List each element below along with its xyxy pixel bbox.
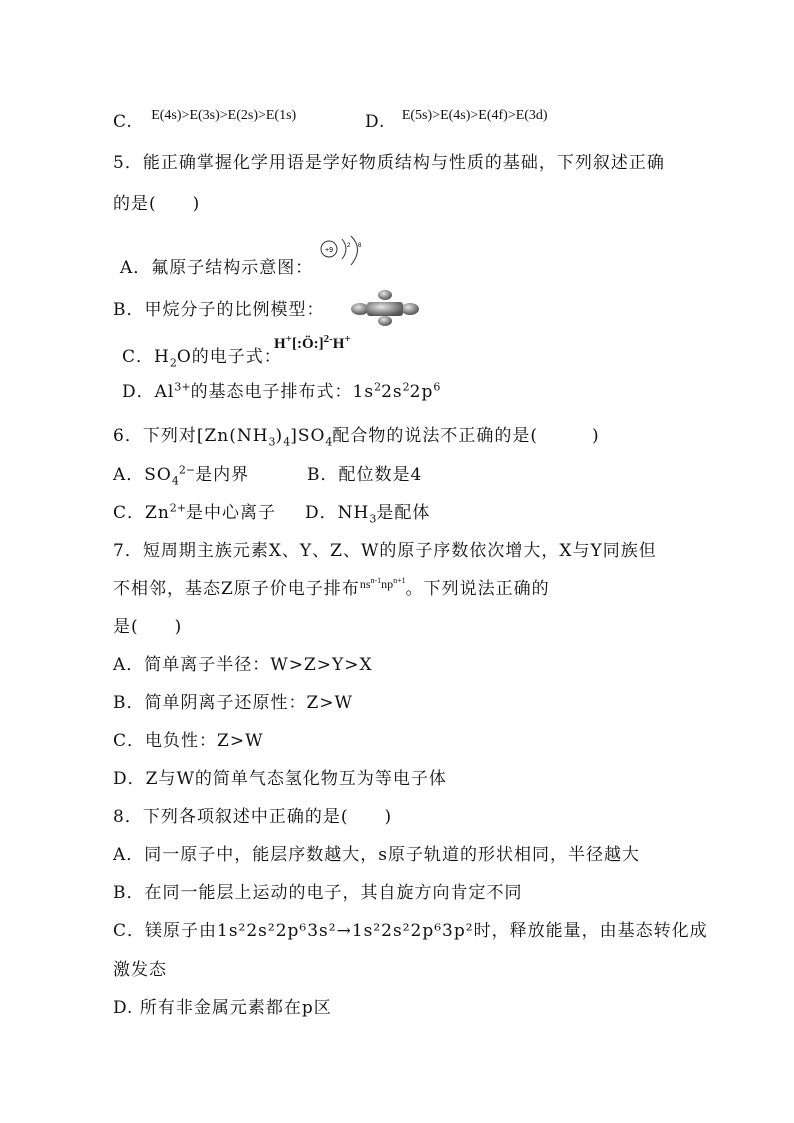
q5-option-d-mid: 的基态电子排布式：1s xyxy=(190,382,375,402)
q6-option-d xyxy=(305,498,430,525)
q6-a-sup: 2− xyxy=(178,463,196,477)
q8-stem: 8．下列各项叙述中正确的是( ) xyxy=(113,807,393,827)
q7-line2-a: 不相邻，基态Z原子价电子排布 xyxy=(113,579,360,599)
q4-option-c-text: E(4s)>E(3s)>E(2s)>E(1s) xyxy=(151,108,297,123)
shell1-electrons: 2 xyxy=(347,243,351,249)
e3: 6 xyxy=(433,380,441,394)
q6-c-sup: 2+ xyxy=(169,501,186,515)
q6-sub3: 4 xyxy=(325,435,333,449)
methane-model-image xyxy=(350,289,420,327)
q4-option-d-label: D. xyxy=(365,112,386,132)
q6-sub2: 4 xyxy=(283,435,291,449)
q6-option-c xyxy=(113,498,276,523)
q6-sub1: 3 xyxy=(268,435,276,449)
q6-option-a xyxy=(113,460,249,487)
q6-d-prefix: D．NH xyxy=(305,503,370,523)
formula-h2: H xyxy=(332,336,345,352)
q7-np: np xyxy=(381,577,394,591)
q6-c-prefix: C．Zn xyxy=(113,503,170,523)
q5-option-c-prefix: C．H xyxy=(122,347,170,367)
q7-option-b: B．简单阴离子还原性：Z>W xyxy=(113,693,354,713)
water-electron-formula xyxy=(274,333,351,353)
q5-option-d-sup: 3+ xyxy=(174,380,191,394)
nucleus-label: +9 xyxy=(325,247,333,254)
q8-option-b: B．在同一能层上运动的电子，其自旋方向肯定不同 xyxy=(113,883,523,903)
q6-option-b: B．配位数是4 xyxy=(307,465,423,485)
q6-stem-suffix: 配合物的说法不正确的是( ) xyxy=(332,426,600,446)
q6-mid2: ]SO xyxy=(290,426,326,446)
formula-plus2: + xyxy=(344,333,351,345)
q5-option-b: B．甲烷分子的比例模型： xyxy=(113,300,325,320)
q7-line2-b: 。下列说法正确的 xyxy=(405,579,550,599)
fluorine-atom-diagram xyxy=(318,235,368,269)
e1: 2 xyxy=(374,380,382,394)
q6-c-suffix: 是中心离子 xyxy=(186,503,276,523)
q6-mid: ) xyxy=(275,426,284,446)
q4-option-d xyxy=(365,108,548,132)
q6-d-suffix: 是配体 xyxy=(376,503,431,523)
q8-option-c-line2: 激发态 xyxy=(113,960,167,980)
q6-a-prefix: A．SO xyxy=(113,465,172,485)
q6-a-suffix: 是内界 xyxy=(195,465,250,485)
formula-charge: 2- xyxy=(323,333,333,345)
q5-option-d xyxy=(122,377,440,402)
q7-option-c: C．电负性：Z>W xyxy=(113,731,264,751)
q7-option-d: D．Z与W的简单气态氢化物互为等电子体 xyxy=(113,769,447,789)
q5-option-a: A．氟原子结构示意图： xyxy=(120,258,314,278)
q7-stem-line3: 是( ) xyxy=(113,617,183,637)
e-2p: 2p xyxy=(409,382,434,402)
shell2-electrons: 8 xyxy=(358,243,362,249)
q6-stem-prefix: 6．下列对[Zn(NH xyxy=(113,426,269,446)
q7-ns: ns xyxy=(359,577,371,591)
q6-a-sub: 4 xyxy=(171,474,179,488)
q5-option-d-prefix: D．Al xyxy=(122,382,175,402)
q4-option-c xyxy=(113,108,297,132)
q4-option-d-text: E(5s)>E(4s)>E(4f)>E(3d) xyxy=(401,108,548,123)
formula-h1: H xyxy=(274,336,286,352)
q8-option-d: D. 所有非金属元素都在p区 xyxy=(113,998,332,1018)
q5-option-c xyxy=(122,342,282,369)
e2: 2 xyxy=(402,380,410,394)
q7-ns-sup: n-1 xyxy=(370,576,382,585)
q6-stem xyxy=(113,421,600,448)
q4-option-c-label: C. xyxy=(113,112,133,132)
q7-stem-line2 xyxy=(113,574,550,599)
q8-option-c-line1: C．镁原子由1s²2s²2p⁶3s²→1s²2s²2p⁶3p²时，释放能量，由基态转化成 xyxy=(113,921,708,941)
q7-stem-line1: 7．短周期主族元素X、Y、Z、W的原子序数依次增大，X与Y同族但 xyxy=(113,541,657,561)
q7-option-a: A．简单离子半径：W>Z>Y>X xyxy=(113,655,373,675)
q6-d-sub: 3 xyxy=(369,512,377,526)
q7-np-sup: n+1 xyxy=(393,576,406,585)
q5-option-c-suffix: O的电子式： xyxy=(176,347,282,367)
formula-plus1: + xyxy=(285,333,292,345)
q5-stem-line1: 5．能正确掌握化学用语是学好物质结构与性质的基础，下列叙述正确 xyxy=(113,153,665,173)
q5-stem-line2: 的是( ) xyxy=(113,194,201,214)
e-2s: 2s xyxy=(381,382,403,402)
q7-config xyxy=(360,577,406,591)
q8-option-a: A．同一原子中，能层序数越大，s原子轨道的形状相同，半径越大 xyxy=(113,845,640,865)
formula-core: [:Ö:] xyxy=(291,336,324,352)
q5-option-c-sub: 2 xyxy=(169,356,177,370)
